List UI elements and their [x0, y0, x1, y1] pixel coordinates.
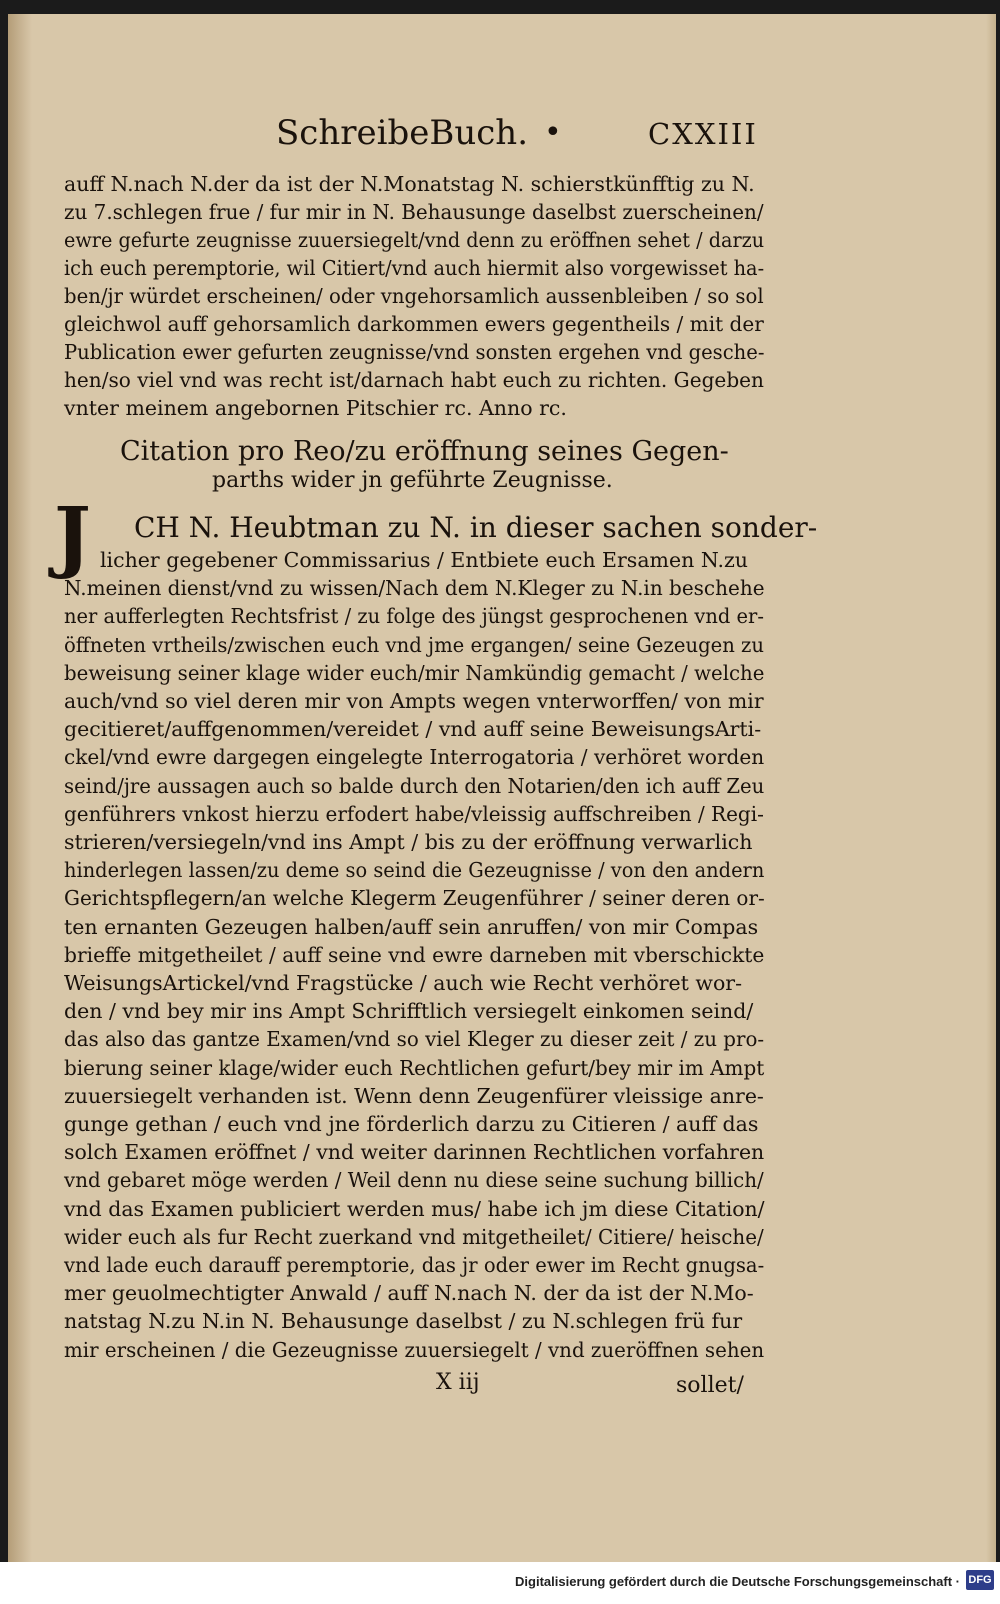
section-line: beweisung seiner klage wider euch/mir Namkündig gemacht / welche	[64, 660, 765, 685]
section-line: natstag N.zu N.in N. Behausunge daselbst / zu N.schlegen frü fur	[64, 1309, 743, 1334]
signature-mark: X iij	[436, 1370, 480, 1395]
section-line: bierung seiner klage/wider euch Rechtlichen gefurt/bey mir im Ampt	[64, 1055, 765, 1080]
section-line: WeisungsArtickel/vnd Fragstücke / auch wie Recht verhöret wor-	[64, 971, 743, 995]
section-line: vnd das Examen publiciert werden mus/ habe ich jm diese Citation/	[64, 1196, 765, 1221]
scanned-page	[8, 14, 996, 1562]
section-line: mir erscheinen / die Gezeugnisse zuuersiegelt / vnd zueröffnen sehen	[64, 1337, 765, 1362]
intro-line: vnter meinem angebornen Pitschier rc. Anno rc.	[64, 396, 567, 420]
section-line: das also das gantze Examen/vnd so viel Kleger zu dieser zeit / zu pro-	[64, 1027, 765, 1052]
scan-left-border	[0, 0, 8, 1562]
section-line: gunge gethan / euch vnd jne förderlich darzu zu Citieren / auff das	[64, 1112, 759, 1136]
section-line: Gerichtspflegern/an welche Klegerm Zeugenführer / seiner deren or-	[64, 886, 765, 911]
intro-line: ben/jr würdet erscheinen/ oder vngehorsamlich aussenbleiben / so sol	[64, 284, 764, 308]
section-line: wider euch als fur Recht zuerkand vnd mitgetheilet/ Citiere/ heische/	[64, 1224, 764, 1249]
section-line: strieren/versiegeln/vnd ins Ampt / bis zu der eröffnung verwarlich	[64, 830, 753, 854]
credit-bar	[0, 1562, 1000, 1604]
section-line: seind/jre aussagen auch so balde durch den Notarien/den ich auff Zeu	[64, 773, 765, 798]
scan-right-border	[996, 0, 1000, 1562]
intro-line: ewre gefurte zeugnisse zuuersiegelt/vnd denn zu eröffnen sehet / darzu	[64, 228, 765, 252]
section-line: genführers vnkost hierzu erfodert habe/vleissig auffschreiben / Regi-	[64, 801, 764, 826]
intro-line: ich euch peremptorie, wil Citiert/vnd auch hiermit also vorgewisset ha-	[64, 256, 765, 280]
intro-line: Publication ewer gefurten zeugnisse/vnd sonsten ergehen vnd gesche-	[64, 340, 765, 364]
section-line: öffneten vrtheils/zwischen euch vnd jme ergangen/ seine Gezeugen zu	[64, 632, 765, 657]
section-line: mer geuolmechtigter Anwald / auff N.nach N. der da ist der N.Mo-	[64, 1281, 754, 1306]
section-line: licher gegebener Commissarius / Entbiete euch Ersamen N.zu	[100, 548, 748, 572]
section-line: hinderlegen lassen/zu deme so seind die Gezeugnisse / von den andern	[64, 858, 765, 883]
section-line: ner aufferlegten Rechtsfrist / zu folge des jüngst gesprochenen vnd er-	[64, 604, 764, 629]
header-ornament: •	[544, 115, 562, 150]
section-line: ckel/vnd ewre dargegen eingelegte Interrogatoria / verhöret worden	[64, 745, 765, 770]
intro-line: gleichwol auff gehorsamlich darkommen ewers gegentheils / mit der	[64, 312, 764, 336]
drop-cap: J	[54, 491, 91, 582]
section-heading-line-2: parths wider jn geführte Zeugnisse.	[212, 468, 613, 493]
section-line: N.meinen dienst/vnd zu wissen/Nach dem N.Kleger zu N.in beschehe	[64, 576, 765, 601]
viewer-top-border	[0, 0, 1000, 14]
running-title: SchreibeBuch.	[276, 113, 528, 153]
section-line: brieffe mitgetheilet / auff seine vnd ewre darneben mit vberschickte	[64, 942, 765, 967]
catchword: sollet/	[676, 1373, 744, 1398]
section-first-line: CH N. Heubtman zu N. in dieser sachen sonder-	[134, 511, 818, 544]
dfg-logo: DFG	[966, 1570, 994, 1590]
credit-text: Digitalisierung gefördert durch die Deutsche Forschungsgemeinschaft ·	[515, 1574, 960, 1589]
section-line: den / vnd bey mir ins Ampt Schrifftlich versiegelt einkomen seind/	[64, 999, 754, 1024]
folio-number: CXXIII	[648, 117, 758, 151]
section-line: ten ernanten Gezeugen halben/auff sein anruffen/ von mir Compas	[64, 914, 759, 939]
section-line: vnd lade euch darauff peremptorie, das jr oder ewer im Recht gnugsa-	[64, 1253, 765, 1277]
section-line: gecitieret/auffgenommen/vereidet / vnd auff seine BeweisungsArti-	[64, 717, 762, 742]
section-line: zuuersiegelt verhanden ist. Wenn denn Zeugenfürer vleissige anre-	[64, 1083, 764, 1108]
section-heading-line-1: Citation pro Reo/zu eröffnung seines Gegen-	[120, 436, 729, 467]
intro-line: auff N.nach N.der da ist der N.Monatstag N. schierstkünfftig zu N.	[64, 172, 755, 196]
section-line: auch/vnd so viel deren mir von Ampts wegen vnterworffen/ von mir	[64, 689, 764, 713]
section-line: vnd gebaret möge werden / Weil denn nu diese seine suchung billich/	[64, 1168, 764, 1193]
section-line: solch Examen eröffnet / vnd weiter darinnen Rechtlichen vorfahren	[64, 1140, 765, 1165]
intro-line: hen/so viel vnd was recht ist/darnach habt euch zu richten. Gegeben	[64, 368, 764, 392]
intro-line: zu 7.schlegen frue / fur mir in N. Behausunge daselbst zuerscheinen/	[64, 200, 764, 224]
